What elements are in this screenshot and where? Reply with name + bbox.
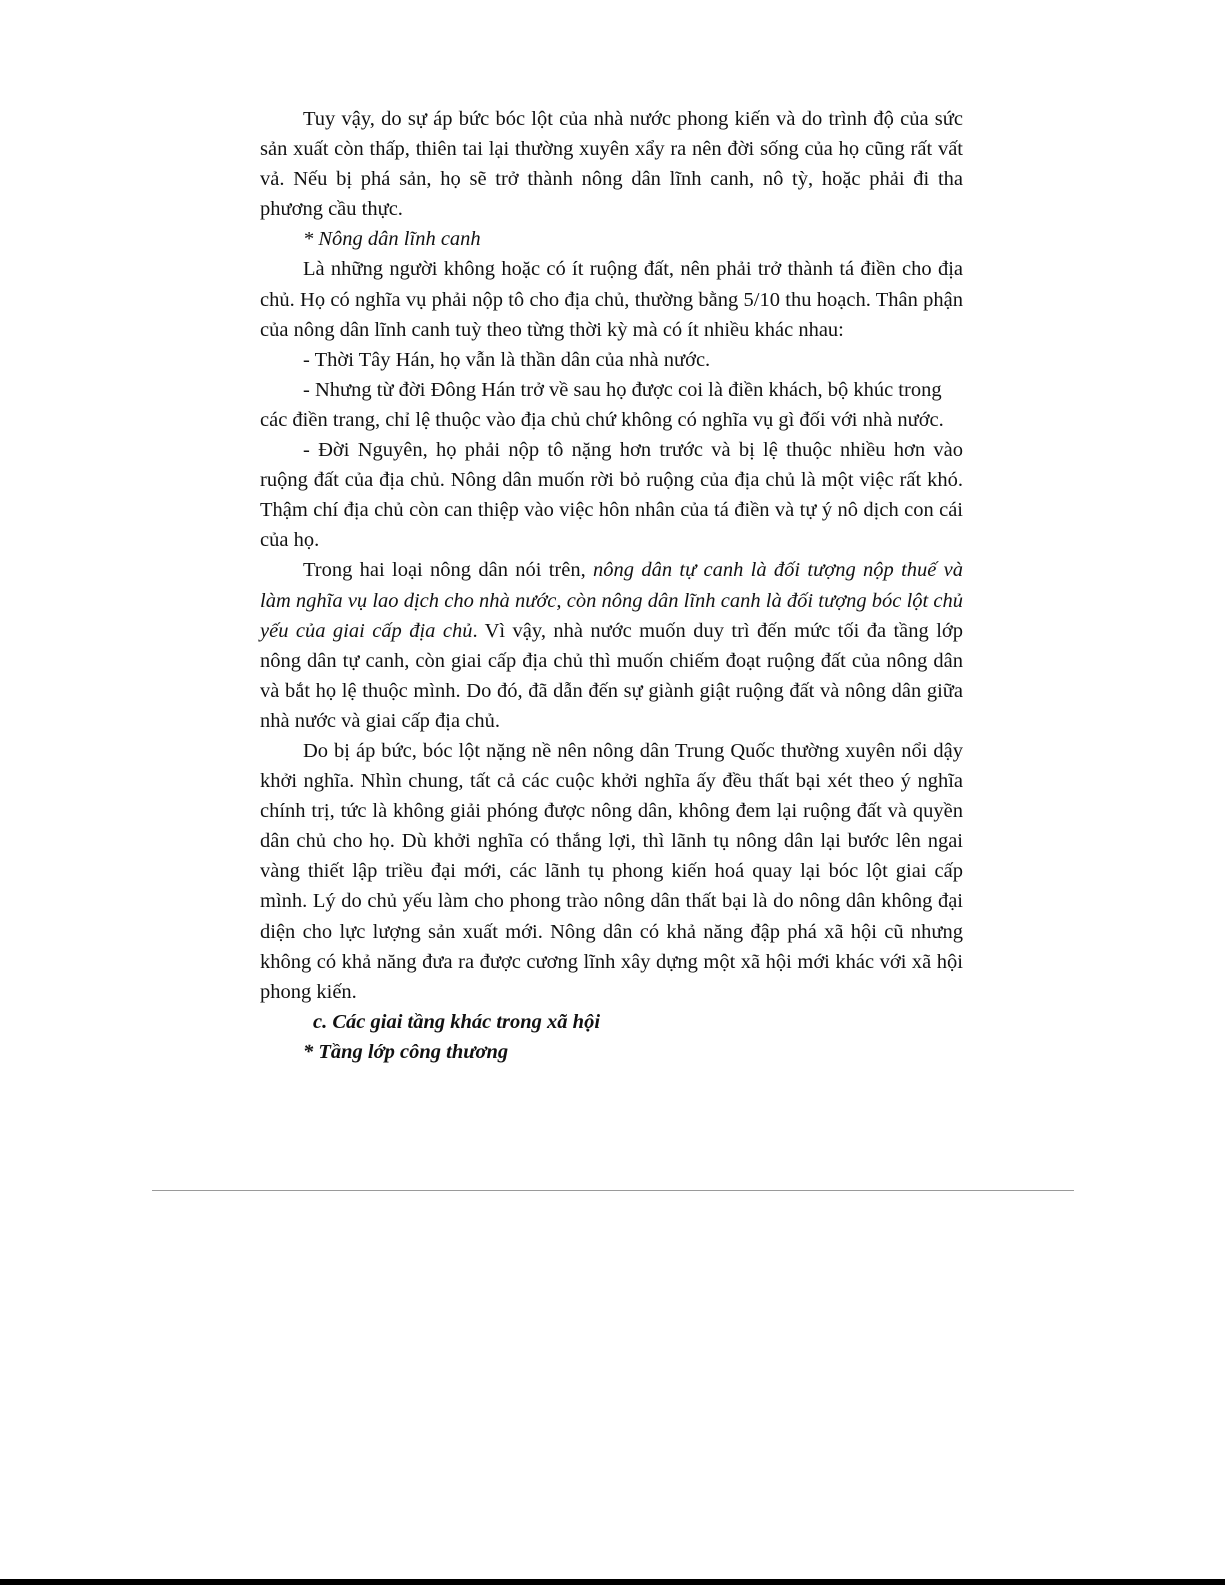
emphasis-segment: , còn (556, 589, 602, 612)
list-item: - Đời Nguyên, họ phải nộp tô nặng hơn trước và bị lệ thuộc nhiều hơn vào ruộng đất của địa chủ. Nông dân muốn rời bỏ ruộng của địa chủ là một việc rất khó. Thậm chí địa chủ còn can thiệp vào việc hôn nhân của tá điền và tự ý nô dịch con cái của họ. (260, 439, 963, 552)
text-segment: . Vì vậy, nhà nước muốn duy trì đến mức tối đa tầng lớp nông dân tự canh, còn giai cấp địa chủ thì muốn chiếm đoạt ruộng đất của nông dân và bắt họ lệ thuộc mình. Do đó, đã dẫn đến sự giành giật ruộng đất và nông dân giữa nhà nước và giai cấp địa chủ. (260, 619, 963, 732)
text-segment: Trong hai loại nông dân nói trên, (303, 559, 594, 582)
list-item: - Thời Tây Hán, họ vẫn là thần dân của nhà nước. (303, 348, 711, 371)
subheading-nong-dan-linh-canh: * Nông dân lĩnh canh (303, 228, 481, 251)
emphasis-segment: nông dân tự canh là đối tượng nộp thuế và làm nghĩa vụ lao dịch cho nhà nước (260, 559, 964, 612)
list-item: - Nhưng từ đời Đông Hán trở về sau họ được coi là điền khách, bộ khúc trong các điền trang, chỉ lệ thuộc vào địa chủ chứ không có nghĩa vụ gì đối với nhà nước. (260, 378, 944, 431)
paragraph: Là những người không hoặc có ít ruộng đất, nên phải trở thành tá điền cho địa chủ. Họ có nghĩa vụ phải nộp tô cho địa chủ, thường bằng 5/10 thu hoạch. Thân phận của nông dân lĩnh canh tuỳ theo từng thời kỳ mà có ít nhiều khác nhau: (260, 258, 963, 341)
page-bottom-edge (0, 1579, 1225, 1585)
subsection-heading: * Tầng lớp công thương (303, 1040, 509, 1063)
section-heading: c. Các giai tầng khác trong xã hội (313, 1010, 601, 1033)
footer-divider (152, 1190, 1074, 1191)
paragraph: Do bị áp bức, bóc lột nặng nề nên nông dân Trung Quốc thường xuyên nổi dậy khởi nghĩa. Nhìn chung, tất cả các cuộc khởi nghĩa ấy đều thất bại xét theo ý nghĩa chính trị, tức là không giải phóng được nông dân, không đem lại ruộng đất và quyền dân chủ cho họ. Dù khởi nghĩa có thắng lợi, thì lãnh tụ nông dân lại bước lên ngai vàng thiết lập triều đại mới, các lãnh tụ phong kiến hoá quay lại bóc lột giai cấp mình. Lý do chủ yếu làm cho phong trào nông dân thất bại là do nông dân không đại diện cho lực lượng sản xuất mới. Nông dân có khả năng đập phá xã hội cũ nhưng không có khả năng đưa ra được cương lĩnh xây dựng một xã hội mới khác với xã hội phong kiến. (260, 739, 963, 1003)
paragraph: Tuy vậy, do sự áp bức bóc lột của nhà nước phong kiến và do trình độ của sức sản xuất còn thấp, thiên tai lại thường xuyên xẩy ra nên đời sống của họ cũng rất vất vả. Nếu bị phá sản, họ sẽ trở thành nông dân lĩnh canh, nô tỳ, hoặc phải đi tha phương cầu thực. (260, 108, 963, 221)
paragraph-mixed (260, 555, 963, 736)
emphasis-segment: nông dân lĩnh canh là đối tượng bóc lột chủ yếu của giai cấp địa chủ (260, 589, 963, 642)
document-body (260, 104, 963, 1067)
